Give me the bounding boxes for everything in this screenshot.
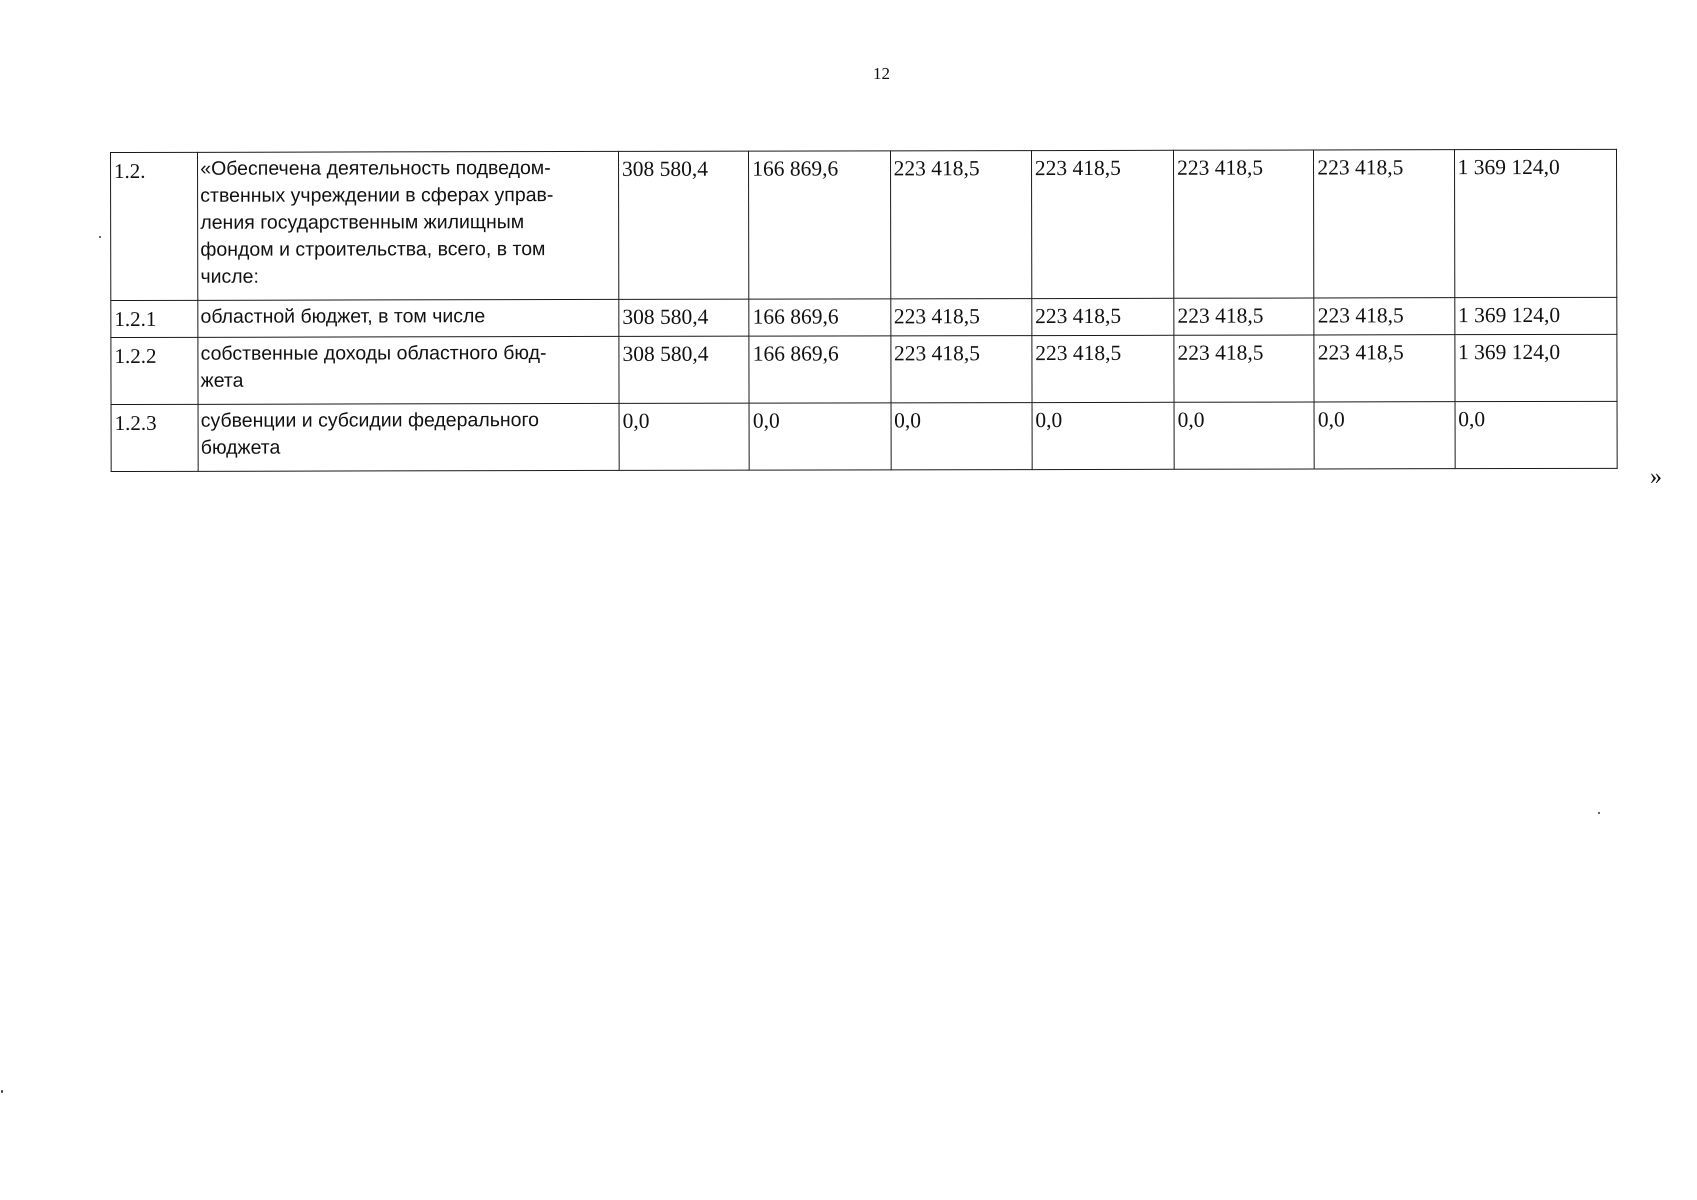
description-line: ственных учреждении в сферах управ- xyxy=(200,184,554,207)
row-description xyxy=(198,403,619,471)
total-cell: 1 369 124,0 xyxy=(1454,297,1616,334)
row-description xyxy=(198,299,619,337)
table-row xyxy=(111,334,1617,404)
value-cell: 223 418,5 xyxy=(1174,335,1314,402)
value-cell: 0,0 xyxy=(1032,402,1174,469)
row-code: 1.2.2 xyxy=(111,337,198,404)
total-cell: 0,0 xyxy=(1455,401,1618,468)
value-cell: 166 869,6 xyxy=(749,151,891,299)
value-cell: 223 418,5 xyxy=(890,336,1031,403)
value-cell: 0,0 xyxy=(1174,402,1314,469)
description-line: бюджета xyxy=(200,436,281,459)
value-cell: 166 869,6 xyxy=(749,299,890,336)
description-line: «Обеспечена деятельность подведом- xyxy=(200,157,551,180)
description-line: числе: xyxy=(200,265,259,288)
value-cell: 223 418,5 xyxy=(1314,150,1455,298)
closing-quote: » xyxy=(1650,464,1662,490)
value-cell: 223 418,5 xyxy=(1031,150,1174,298)
scan-speck xyxy=(99,236,101,238)
row-description xyxy=(198,336,619,404)
row-code: 1.2.1 xyxy=(111,300,198,337)
description-line: субвенции и субсидии федерального xyxy=(200,409,540,432)
value-cell: 308 580,4 xyxy=(619,336,749,403)
scan-speck xyxy=(1,1090,3,1093)
value-cell: 0,0 xyxy=(749,403,890,470)
description-line: собственные доходы областного бюд- xyxy=(200,342,547,365)
table-row xyxy=(111,149,1617,300)
value-cell: 166 869,6 xyxy=(749,336,890,403)
total-cell: 1 369 124,0 xyxy=(1455,334,1618,401)
value-cell: 223 418,5 xyxy=(1174,150,1315,298)
value-cell: 223 418,5 xyxy=(1314,335,1454,402)
value-cell: 223 418,5 xyxy=(1032,298,1174,335)
scan-speck xyxy=(1598,812,1600,814)
description-line: фондом и строительства, всего, в том xyxy=(200,238,546,261)
row-code: 1.2. xyxy=(111,152,198,300)
budget-table xyxy=(110,149,1618,472)
row-code: 1.2.3 xyxy=(111,404,198,471)
value-cell: 308 580,4 xyxy=(619,299,749,336)
table-row xyxy=(111,297,1617,337)
page-number: 12 xyxy=(873,64,890,83)
value-cell: 223 418,5 xyxy=(890,299,1031,336)
value-cell: 223 418,5 xyxy=(1032,335,1174,402)
value-cell: 223 418,5 xyxy=(1174,298,1314,335)
description-line: областной бюджет, в том числе xyxy=(200,305,486,328)
value-cell: 0,0 xyxy=(1314,402,1454,469)
value-cell: 223 418,5 xyxy=(1314,298,1454,335)
row-description xyxy=(198,151,619,300)
value-cell: 0,0 xyxy=(619,403,749,470)
value-cell: 0,0 xyxy=(891,403,1032,470)
value-cell: 308 580,4 xyxy=(618,151,749,299)
value-cell: 223 418,5 xyxy=(890,151,1032,299)
description-line: ления государственным жилищным xyxy=(200,211,525,234)
description-line: жета xyxy=(200,369,244,392)
table-row xyxy=(111,401,1617,471)
total-cell: 1 369 124,0 xyxy=(1454,149,1617,297)
